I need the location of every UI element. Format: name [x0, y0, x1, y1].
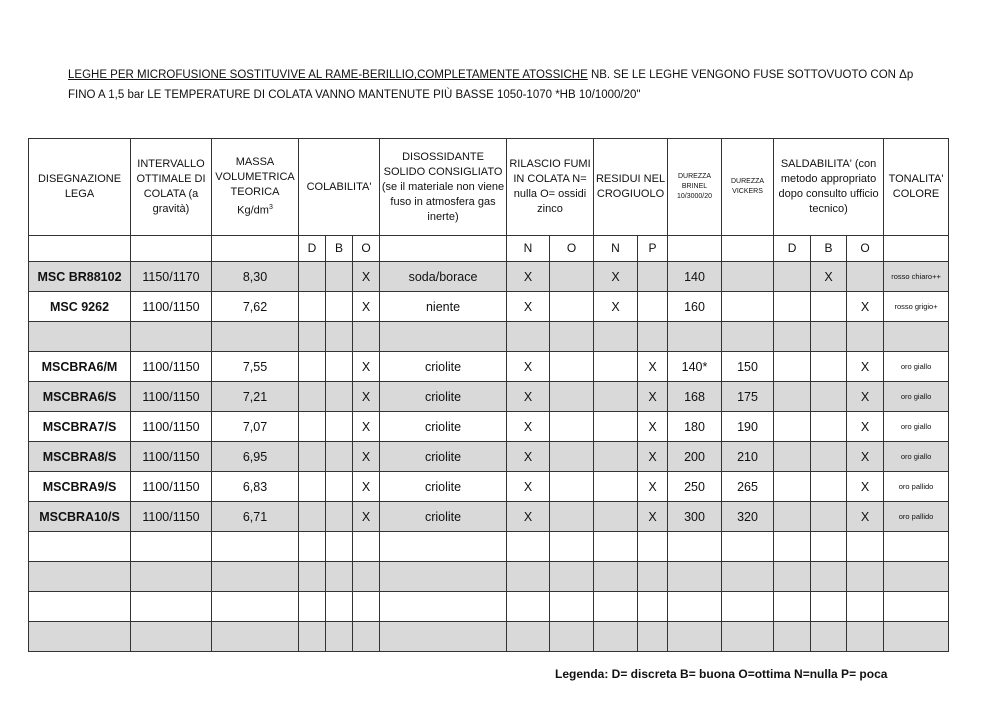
cell-color: oro pallido: [884, 502, 949, 532]
subheader-col-d: D: [299, 236, 326, 262]
header-massa-text: MASSA VOLUMETRICA TEORICA Kg/dm: [215, 156, 295, 217]
cell-col-o: X: [353, 472, 380, 502]
cell-sal-d: [774, 592, 811, 622]
cell-color: [884, 562, 949, 592]
cell-res-p: X: [638, 472, 668, 502]
cell-hv: [722, 622, 774, 652]
cell-hv: 265: [722, 472, 774, 502]
alloy-table: [28, 138, 949, 652]
cell-hb: [668, 592, 722, 622]
cell-range: 1100/1150: [131, 442, 212, 472]
cell-col-b: [326, 412, 353, 442]
cell-color: [884, 322, 949, 352]
cell-range: [131, 622, 212, 652]
cell-res-p: [638, 322, 668, 352]
cell-res-p: [638, 532, 668, 562]
cell-hv: 320: [722, 502, 774, 532]
cell-name: [29, 622, 131, 652]
cell-fumi-n: [507, 562, 550, 592]
cell-col-b: [326, 622, 353, 652]
cell-fumi-o: [550, 262, 594, 292]
cell-range: 1150/1170: [131, 262, 212, 292]
cell-name: [29, 532, 131, 562]
cell-res-p: [638, 592, 668, 622]
cell-res-n: [594, 532, 638, 562]
cell-hb: 300: [668, 502, 722, 532]
cell-hv: [722, 262, 774, 292]
cell-mass: 7,07: [212, 412, 299, 442]
cell-name: MSCBRA6/S: [29, 382, 131, 412]
cell-sal-d: [774, 352, 811, 382]
cell-col-d: [299, 622, 326, 652]
cell-res-p: [638, 622, 668, 652]
cell-range: [131, 532, 212, 562]
cell-col-o: X: [353, 382, 380, 412]
header-durezza-vickers: DUREZZA VICKERS: [722, 139, 774, 236]
header-intervallo: INTERVALLO OTTIMALE DI COLATA (a gravità): [131, 139, 212, 236]
table-row: [29, 532, 949, 562]
header-saldabilita: SALDABILITA' (con metodo appropriato dopo consulto ufficio tecnico): [774, 139, 884, 236]
subheader-sal-o: O: [847, 236, 884, 262]
cell-fumi-n: X: [507, 262, 550, 292]
cell-hb: 200: [668, 442, 722, 472]
cell-sal-o: X: [847, 412, 884, 442]
cell-mass: [212, 592, 299, 622]
cell-fumi-o: [550, 442, 594, 472]
cell-hb: 180: [668, 412, 722, 442]
cell-res-p: X: [638, 352, 668, 382]
cell-res-n: [594, 412, 638, 442]
cell-col-b: [326, 562, 353, 592]
cell-sal-o: [847, 562, 884, 592]
cell-sal-o: [847, 622, 884, 652]
cell-col-o: X: [353, 442, 380, 472]
table-row: [29, 472, 949, 502]
subheader-blank: [29, 236, 131, 262]
cell-fumi-n: X: [507, 502, 550, 532]
cell-hv: [722, 292, 774, 322]
cell-col-d: [299, 472, 326, 502]
cell-col-d: [299, 412, 326, 442]
cell-sal-o: [847, 262, 884, 292]
cell-name: [29, 322, 131, 352]
cell-fumi-o: [550, 502, 594, 532]
cell-col-b: [326, 502, 353, 532]
cell-fumi-o: [550, 622, 594, 652]
cell-color: rosso grigio+: [884, 292, 949, 322]
cell-hv: 150: [722, 352, 774, 382]
cell-sal-b: [811, 322, 847, 352]
cell-fumi-n: [507, 592, 550, 622]
cell-name: MSCBRA6/M: [29, 352, 131, 382]
cell-sal-o: X: [847, 382, 884, 412]
cell-fumi-n: X: [507, 442, 550, 472]
header-massa: [212, 139, 299, 236]
cell-col-o: X: [353, 502, 380, 532]
cell-sal-d: [774, 532, 811, 562]
legend-text: Legenda: D= discreta B= buona O=ottima N=nulla P= poca: [555, 667, 888, 681]
cell-fumi-n: X: [507, 292, 550, 322]
cell-fumi-n: X: [507, 352, 550, 382]
cell-name: [29, 592, 131, 622]
cell-sal-d: [774, 412, 811, 442]
cell-range: 1100/1150: [131, 352, 212, 382]
cell-mass: 7,62: [212, 292, 299, 322]
cell-res-p: [638, 292, 668, 322]
cell-col-d: [299, 532, 326, 562]
cell-sal-b: [811, 352, 847, 382]
cell-res-n: [594, 502, 638, 532]
cell-deox: criolite: [380, 382, 507, 412]
cell-col-b: [326, 442, 353, 472]
cell-res-n: [594, 442, 638, 472]
cell-sal-o: [847, 592, 884, 622]
cell-res-p: [638, 262, 668, 292]
cell-fumi-o: [550, 592, 594, 622]
cell-color: [884, 532, 949, 562]
cell-hv: 210: [722, 442, 774, 472]
cell-sal-o: X: [847, 292, 884, 322]
cell-res-n: [594, 622, 638, 652]
cell-name: MSCBRA9/S: [29, 472, 131, 502]
header-disossidante: DISOSSIDANTE SOLIDO CONSIGLIATO (se il materiale non viene fuso in atmosfera gas inerte): [380, 139, 507, 236]
cell-sal-d: [774, 502, 811, 532]
cell-deox: criolite: [380, 502, 507, 532]
cell-name: MSCBRA8/S: [29, 442, 131, 472]
cell-fumi-n: X: [507, 472, 550, 502]
header-colabilita: COLABILITA': [299, 139, 380, 236]
cell-res-p: [638, 562, 668, 592]
cell-sal-d: [774, 322, 811, 352]
table-row: [29, 412, 949, 442]
header-tonalita: TONALITA' COLORE: [884, 139, 949, 236]
cell-fumi-o: [550, 292, 594, 322]
cell-sal-o: X: [847, 442, 884, 472]
intro-text: [68, 65, 928, 105]
cell-col-b: [326, 532, 353, 562]
cell-fumi-n: [507, 322, 550, 352]
cell-col-b: [326, 262, 353, 292]
cell-hb: 168: [668, 382, 722, 412]
cell-hb: 140: [668, 262, 722, 292]
cell-color: oro giallo: [884, 412, 949, 442]
cell-sal-o: [847, 322, 884, 352]
cell-col-o: X: [353, 352, 380, 382]
subheader-fumi-o: O: [550, 236, 594, 262]
cell-fumi-n: [507, 532, 550, 562]
cell-sal-b: [811, 532, 847, 562]
cell-sal-b: [811, 292, 847, 322]
header-designazione: DISEGNAZIONE LEGA: [29, 139, 131, 236]
header-rilascio-fumi: RILASCIO FUMI IN COLATA N= nulla O= ossidi zinco: [507, 139, 594, 236]
cell-res-p: X: [638, 502, 668, 532]
cell-color: rosso chiaro++: [884, 262, 949, 292]
table-row: [29, 622, 949, 652]
cell-col-o: [353, 622, 380, 652]
cell-name: MSCBRA7/S: [29, 412, 131, 442]
cell-col-o: [353, 532, 380, 562]
subheader-blank: [212, 236, 299, 262]
cell-mass: [212, 532, 299, 562]
cell-deox: soda/borace: [380, 262, 507, 292]
cell-deox: criolite: [380, 442, 507, 472]
cell-fumi-n: [507, 622, 550, 652]
cell-sal-b: X: [811, 262, 847, 292]
cell-deox: criolite: [380, 352, 507, 382]
cell-col-b: [326, 352, 353, 382]
cell-fumi-o: [550, 352, 594, 382]
subheader-blank: [380, 236, 507, 262]
cell-color: oro giallo: [884, 442, 949, 472]
cell-col-d: [299, 562, 326, 592]
cell-hb: [668, 322, 722, 352]
cell-sal-d: [774, 262, 811, 292]
cell-col-b: [326, 382, 353, 412]
cell-col-b: [326, 322, 353, 352]
cell-sal-b: [811, 412, 847, 442]
cell-fumi-n: X: [507, 412, 550, 442]
cell-col-o: X: [353, 262, 380, 292]
cell-range: [131, 592, 212, 622]
cell-col-d: [299, 592, 326, 622]
cell-fumi-o: [550, 562, 594, 592]
cell-col-d: [299, 352, 326, 382]
header-residui: RESIDUI NEL CROGIUOLO: [594, 139, 668, 236]
cell-col-b: [326, 472, 353, 502]
subheader-res-n: N: [594, 236, 638, 262]
cell-sal-b: [811, 442, 847, 472]
cell-sal-o: X: [847, 502, 884, 532]
cell-col-o: [353, 322, 380, 352]
cell-res-p: X: [638, 442, 668, 472]
table-row: [29, 442, 949, 472]
cell-hv: 175: [722, 382, 774, 412]
cell-mass: 7,55: [212, 352, 299, 382]
cell-mass: [212, 622, 299, 652]
subheader-col-o: O: [353, 236, 380, 262]
cell-fumi-o: [550, 412, 594, 442]
cell-range: 1100/1150: [131, 382, 212, 412]
cell-col-d: [299, 382, 326, 412]
cell-sal-o: X: [847, 352, 884, 382]
cell-res-n: [594, 382, 638, 412]
subheader-blank: [884, 236, 949, 262]
document-title: LEGHE PER MICROFUSIONE SOSTITUVIVE AL RAME-BERILLIO,COMPLETAMENTE ATOSSICHE: [68, 69, 588, 81]
cell-hb: 250: [668, 472, 722, 502]
cell-range: 1100/1150: [131, 502, 212, 532]
cell-res-p: X: [638, 412, 668, 442]
table-row: [29, 352, 949, 382]
cell-mass: [212, 562, 299, 592]
cell-name: [29, 562, 131, 592]
cell-sal-d: [774, 622, 811, 652]
cell-col-d: [299, 502, 326, 532]
cell-sal-o: [847, 532, 884, 562]
table-row: [29, 262, 949, 292]
cell-mass: 7,21: [212, 382, 299, 412]
cell-range: [131, 322, 212, 352]
cell-hv: [722, 592, 774, 622]
cell-hb: [668, 622, 722, 652]
cell-col-d: [299, 322, 326, 352]
cell-deox: [380, 562, 507, 592]
cell-sal-o: X: [847, 472, 884, 502]
cell-color: oro pallido: [884, 472, 949, 502]
cell-sal-b: [811, 562, 847, 592]
subheader-res-p: P: [638, 236, 668, 262]
table-row: [29, 292, 949, 322]
cell-deox: [380, 622, 507, 652]
header-durezza-brinel: DUREZZA BRINEL 10/3000/20: [668, 139, 722, 236]
cell-hv: [722, 532, 774, 562]
cell-hv: [722, 562, 774, 592]
cell-color: oro giallo: [884, 352, 949, 382]
cell-color: oro giallo: [884, 382, 949, 412]
cell-hb: 160: [668, 292, 722, 322]
cell-col-o: [353, 592, 380, 622]
cell-res-p: X: [638, 382, 668, 412]
cell-sal-b: [811, 622, 847, 652]
cell-range: 1100/1150: [131, 472, 212, 502]
cell-res-n: [594, 322, 638, 352]
cell-sal-b: [811, 382, 847, 412]
cell-col-b: [326, 292, 353, 322]
cell-fumi-o: [550, 472, 594, 502]
cell-deox: [380, 322, 507, 352]
header-massa-sup: 3: [268, 204, 273, 212]
cell-sal-d: [774, 382, 811, 412]
table-row: [29, 562, 949, 592]
cell-col-d: [299, 262, 326, 292]
cell-sal-d: [774, 442, 811, 472]
cell-name: MSCBRA10/S: [29, 502, 131, 532]
cell-range: 1100/1150: [131, 412, 212, 442]
cell-sal-b: [811, 592, 847, 622]
cell-res-n: X: [594, 262, 638, 292]
cell-fumi-o: [550, 322, 594, 352]
cell-hv: [722, 322, 774, 352]
cell-col-o: [353, 562, 380, 592]
subheader-fumi-n: N: [507, 236, 550, 262]
subheader-sal-d: D: [774, 236, 811, 262]
cell-deox: [380, 532, 507, 562]
table-row: [29, 382, 949, 412]
cell-deox: criolite: [380, 412, 507, 442]
cell-col-b: [326, 592, 353, 622]
cell-res-n: [594, 352, 638, 382]
subheader-blank: [722, 236, 774, 262]
cell-sal-b: [811, 472, 847, 502]
cell-deox: [380, 592, 507, 622]
cell-res-n: [594, 562, 638, 592]
subheader-sal-b: B: [811, 236, 847, 262]
cell-res-n: [594, 472, 638, 502]
cell-sal-d: [774, 292, 811, 322]
cell-fumi-o: [550, 382, 594, 412]
cell-hb: [668, 562, 722, 592]
cell-col-o: X: [353, 292, 380, 322]
table-row: [29, 322, 949, 352]
cell-col-d: [299, 292, 326, 322]
cell-mass: 8,30: [212, 262, 299, 292]
cell-color: [884, 622, 949, 652]
cell-sal-d: [774, 562, 811, 592]
cell-res-n: X: [594, 292, 638, 322]
cell-hb: 140*: [668, 352, 722, 382]
cell-sal-b: [811, 502, 847, 532]
cell-hv: 190: [722, 412, 774, 442]
cell-deox: criolite: [380, 472, 507, 502]
cell-res-n: [594, 592, 638, 622]
table-row: [29, 592, 949, 622]
cell-color: [884, 592, 949, 622]
cell-sal-d: [774, 472, 811, 502]
cell-range: [131, 562, 212, 592]
subheader-blank: [131, 236, 212, 262]
cell-col-d: [299, 442, 326, 472]
cell-col-o: X: [353, 412, 380, 442]
document-note: NB. SE LE LEGHE VENGONO FUSE SOTTOVUOTO CON Δp FINO A 1,5 bar LE TEMPERATURE DI COLATA VANNO MANTENUTE PIÙ BASSE 1050-1070 *HB 10/1000/20": [68, 69, 914, 101]
cell-fumi-o: [550, 532, 594, 562]
cell-fumi-n: X: [507, 382, 550, 412]
table-row: [29, 502, 949, 532]
cell-range: 1100/1150: [131, 292, 212, 322]
cell-mass: 6,83: [212, 472, 299, 502]
cell-name: MSC BR88102: [29, 262, 131, 292]
cell-hb: [668, 532, 722, 562]
cell-mass: [212, 322, 299, 352]
subheader-blank: [668, 236, 722, 262]
cell-deox: niente: [380, 292, 507, 322]
cell-mass: 6,95: [212, 442, 299, 472]
cell-mass: 6,71: [212, 502, 299, 532]
subheader-col-b: B: [326, 236, 353, 262]
cell-name: MSC 9262: [29, 292, 131, 322]
